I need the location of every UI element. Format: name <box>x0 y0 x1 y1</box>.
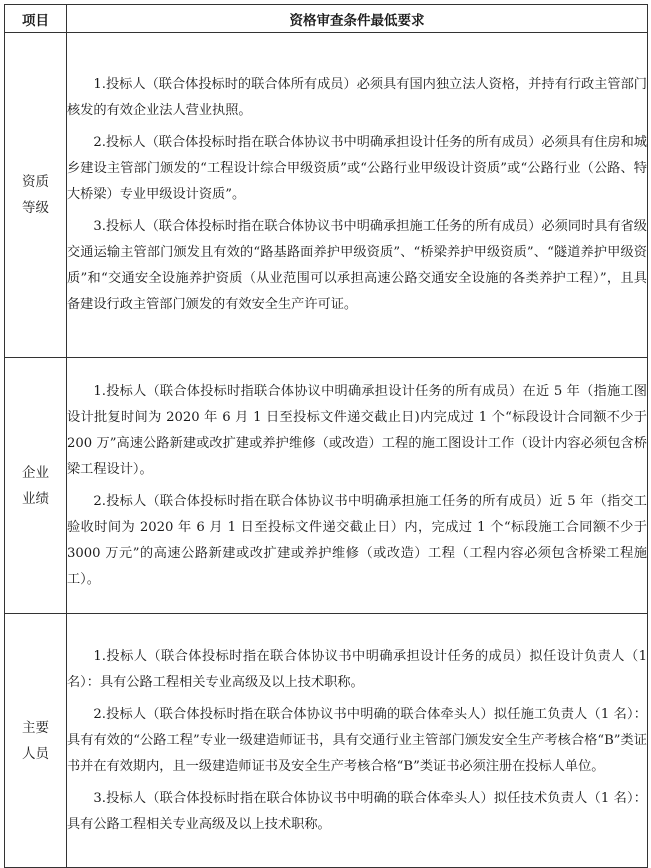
requirement-item: 1.投标人（联合体投标时指联合体协议中明确承担设计任务的所有成员）在近 5 年（指施工图设计批复时间为 2020 年 6 月 1 日至投标文件递交截止日)内完成过 1 个“标段设计合同额不少于 200 万”高速公路新建或改扩建或养护维修（或改造）工程的施工图设计工作（设计内容必须包含桥梁工程设计）。 <box>67 383 647 477</box>
requirement-item: 1.投标人（联合体投标时的联合体所有成员）必须具有国内独立法人资格，并持有行政主管部门核发的有效企业法人营业执照。 <box>67 77 647 118</box>
requirements-cell <box>67 614 648 868</box>
requirement-item: 1.投标人（联合体投标时指在联合体协议书中明确承担设计任务的成员）拟任设计负责人（1 名）：具有公路工程相关专业高级及以上技术职称。 <box>67 648 647 690</box>
qualification-requirements-table <box>4 4 648 868</box>
category-cell <box>5 33 67 358</box>
header-requirements: 资格审查条件最低要求 <box>67 5 648 33</box>
table-row <box>5 33 648 358</box>
requirement-item: 3.投标人（联合体投标时指在联合体协议书中明确的联合体牵头人）拟任技术负责人（1 名）：具有公路工程相关专业高级及以上技术职称。 <box>67 790 647 832</box>
requirement-item: 2.投标人（联合体投标时指在联合体协议书中明确承担施工任务的所有成员）近 5 年（指交工验收时间为 2020 年 6 月 1 日至投标文件递交截止日）内，完成过 1 个“标段施工合同额不少于 3000 万元”的高速公路新建或改扩建或养护维修（或改造）工程（工程内容必须包含桥梁工程施工）。 <box>67 493 647 587</box>
category-label-line: 等级 <box>22 200 49 216</box>
table-row <box>5 614 648 868</box>
requirement-item: 3.投标人（联合体投标时指在联合体协议书中明确承担施工任务的所有成员）必须同时具有省级交通运输主管部门颁发且有效的“路基路面养护甲级资质”、“桥梁养护甲级资质”、“隧道养护甲级资质”和“交通安全设施养护资质（从业范围可以承担高速公路交通安全设施的各类养护工程）”，且具备建设行政主管部门颁发的有效安全生产许可证。 <box>67 219 647 312</box>
category-cell <box>5 358 67 614</box>
category-label-line: 业绩 <box>22 490 49 507</box>
category-label-line: 人员 <box>22 745 49 762</box>
table-row <box>5 358 648 614</box>
requirement-item: 2.投标人（联合体投标时指在联合体协议书中明确承担设计任务的所有成员）必须具有住房和城乡建设主管部门颁发的“工程设计综合甲级资质”或“公路行业甲级设计资质”或“公路行业（公路、特大桥梁）专业甲级设计资质”。 <box>67 135 647 202</box>
requirements-cell <box>67 358 648 614</box>
requirements-cell <box>67 33 648 358</box>
category-cell <box>5 614 67 868</box>
category-label-line: 主要 <box>22 719 49 736</box>
category-label-line: 资质 <box>22 174 49 190</box>
category-label-line: 企业 <box>22 464 49 481</box>
header-item: 项目 <box>5 5 67 33</box>
header-row <box>5 5 648 33</box>
requirement-item: 2.投标人（联合体投标时指在联合体协议书中明确的联合体牵头人）拟任施工负责人（1 名）：具有有效的“公路工程”专业一级建造师证书，具有交通行业主管部门颁发安全生产考核合格“B”类证书并在有效期内，且一级建造师证书及安全生产考核合格“B”类证书必须注册在投标人单位。 <box>67 706 647 774</box>
